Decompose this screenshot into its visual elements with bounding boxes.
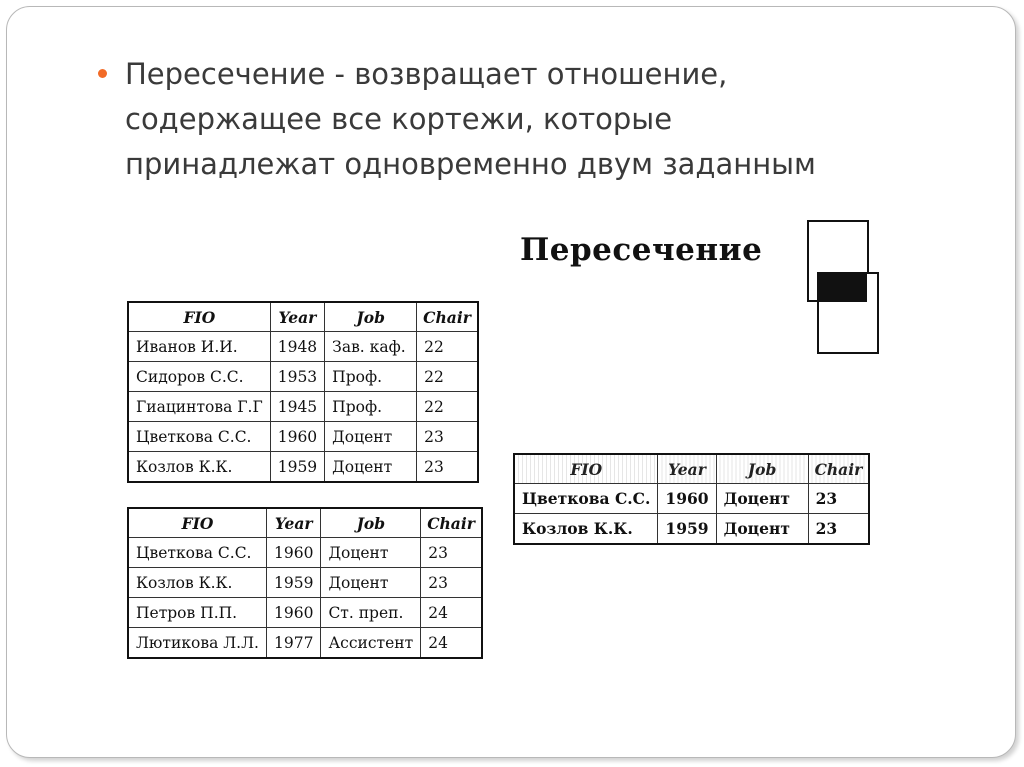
header-cell: Job xyxy=(325,302,417,332)
table-row xyxy=(128,392,478,422)
slide-frame xyxy=(6,6,1016,758)
cell-year: 1960 xyxy=(658,484,716,514)
table-row xyxy=(128,362,478,392)
cell-chair: 23 xyxy=(421,568,482,598)
table-row xyxy=(128,568,482,598)
cell-year: 1960 xyxy=(270,422,324,452)
intersection-area xyxy=(819,274,867,302)
cell-job: Проф. xyxy=(325,362,417,392)
bullet-line-2: содержащее все кортежи, которые xyxy=(125,102,673,136)
relation-table-s xyxy=(127,507,483,659)
cell-fio: Цветкова С.С. xyxy=(128,422,270,452)
cell-job: Ст. преп. xyxy=(321,598,421,628)
header-cell: Year xyxy=(270,302,324,332)
table-header xyxy=(128,302,478,332)
cell-job: Доцент xyxy=(321,538,421,568)
cell-job: Ассистент xyxy=(321,628,421,659)
cell-job: Проф. xyxy=(325,392,417,422)
cell-year: 1977 xyxy=(266,628,320,659)
header-cell: Chair xyxy=(808,454,869,484)
cell-year: 1959 xyxy=(270,452,324,483)
cell-fio: Лютикова Л.Л. xyxy=(128,628,266,659)
cell-chair: 24 xyxy=(421,628,482,659)
table-row xyxy=(128,422,478,452)
cell-fio: Цветкова С.С. xyxy=(128,538,266,568)
cell-job: Доцент xyxy=(325,452,417,483)
cell-chair: 23 xyxy=(417,452,478,483)
cell-chair: 22 xyxy=(417,332,478,362)
header-cell: Job xyxy=(716,454,808,484)
header-cell: Year xyxy=(266,508,320,538)
table-header xyxy=(128,508,482,538)
cell-fio: Козлов К.К. xyxy=(514,514,658,545)
cell-year: 1953 xyxy=(270,362,324,392)
cell-year: 1959 xyxy=(266,568,320,598)
diagram-title: Пересечение xyxy=(520,232,763,268)
cell-fio: Петров П.П. xyxy=(128,598,266,628)
table-row xyxy=(514,484,869,514)
cell-chair: 23 xyxy=(417,422,478,452)
header-cell: Year xyxy=(658,454,716,484)
cell-chair: 23 xyxy=(808,514,869,545)
cell-job: Зав. каф. xyxy=(325,332,417,362)
cell-job: Доцент xyxy=(716,484,808,514)
cell-fio: Козлов К.К. xyxy=(128,568,266,598)
table-row xyxy=(128,332,478,362)
cell-job: Доцент xyxy=(321,568,421,598)
cell-job: Доцент xyxy=(325,422,417,452)
table-row xyxy=(128,598,482,628)
cell-fio: Иванов И.И. xyxy=(128,332,270,362)
table-row xyxy=(128,538,482,568)
cell-job: Доцент xyxy=(716,514,808,545)
result-table xyxy=(513,453,870,545)
cell-year: 1960 xyxy=(266,598,320,628)
cell-fio: Сидоров С.С. xyxy=(128,362,270,392)
cell-fio: Гиацинтова Г.Г xyxy=(128,392,270,422)
cell-chair: 23 xyxy=(808,484,869,514)
bullet-text xyxy=(125,52,945,187)
cell-chair: 22 xyxy=(417,392,478,422)
header-cell: Job xyxy=(321,508,421,538)
bullet-line-1: Пересечение - возвращает отношение, xyxy=(125,57,728,91)
table-header xyxy=(514,454,869,484)
header-cell: FIO xyxy=(514,454,658,484)
cell-fio: Козлов К.К. xyxy=(128,452,270,483)
cell-fio: Цветкова С.С. xyxy=(514,484,658,514)
cell-year: 1948 xyxy=(270,332,324,362)
cell-chair: 23 xyxy=(421,538,482,568)
cell-year: 1960 xyxy=(266,538,320,568)
relation-table-r xyxy=(127,301,479,483)
intersection-diagram-icon xyxy=(807,220,879,355)
cell-year: 1945 xyxy=(270,392,324,422)
table-row xyxy=(128,452,478,483)
table-row xyxy=(128,628,482,659)
header-cell: Chair xyxy=(421,508,482,538)
header-cell: FIO xyxy=(128,302,270,332)
cell-chair: 22 xyxy=(417,362,478,392)
bullet-dot-icon xyxy=(98,69,107,78)
header-cell: FIO xyxy=(128,508,266,538)
cell-year: 1959 xyxy=(658,514,716,545)
cell-chair: 24 xyxy=(421,598,482,628)
bullet-line-3: принадлежат одновременно двум заданным xyxy=(125,147,816,181)
table-row xyxy=(514,514,869,545)
header-cell: Chair xyxy=(417,302,478,332)
